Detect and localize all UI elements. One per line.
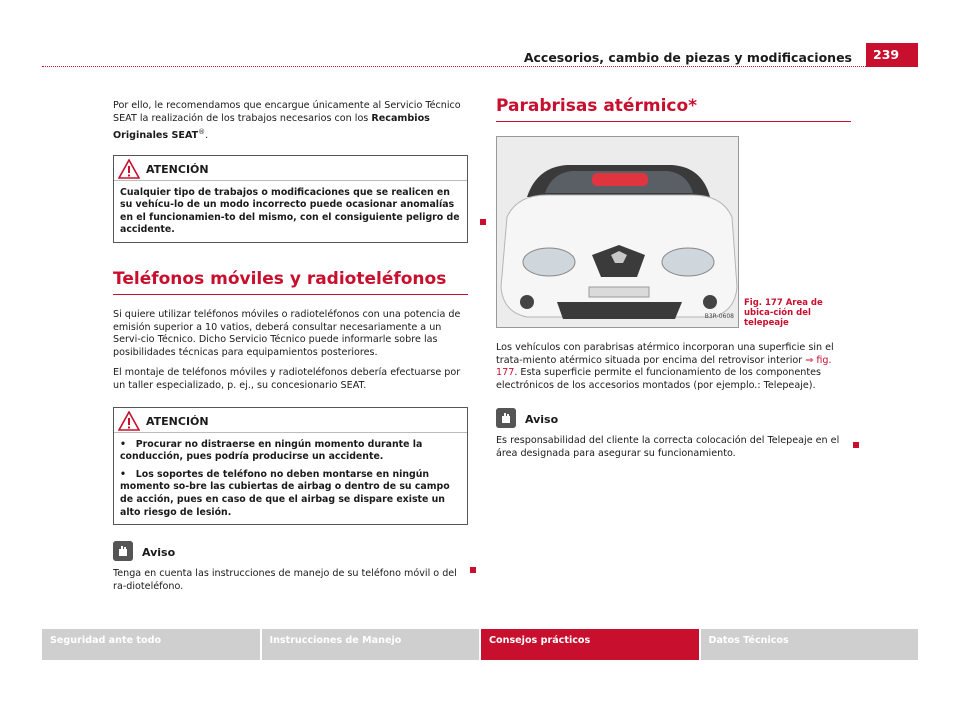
warning-bullet: • Procurar no distraerse en ningún momento durante la conducción, pues podría producirse un accidente. bbox=[120, 438, 423, 463]
car-front-image bbox=[496, 136, 739, 328]
left-column bbox=[113, 100, 468, 594]
warning-box-phones bbox=[113, 407, 468, 526]
note-hand-icon bbox=[113, 541, 133, 561]
page-number: 239 bbox=[866, 43, 918, 67]
warning-bullet: • Los soportes de teléfono no deben montarse en ningún momento so-bre las cubiertas de airbag o dentro de su campo de acción, pues en caso de que el airbag se dispare existe un alto riesgo de lesión. bbox=[120, 468, 450, 518]
warning-title: ATENCIÓN bbox=[146, 414, 209, 428]
car-illustration bbox=[497, 137, 739, 328]
section-title-phones: Teléfonos móviles y radioteléfonos bbox=[113, 273, 468, 295]
note-box bbox=[113, 541, 468, 594]
figure-caption: Fig. 177 Area de ubica-ción del telepeaje bbox=[744, 297, 823, 328]
footer-tab-operation[interactable]: Instrucciones de Manejo bbox=[262, 629, 480, 660]
windshield-paragraph: Los vehículos con parabrisas atérmico incorporan una superficie sin el trata-miento atérmico situada por encima del retrovisor interior ⇒ fig. 177. Esta superficie permite el funcionamiento de los componentes electrónicos de los accesorios montados (por ejemplo.: Telepeaje). bbox=[496, 341, 834, 392]
warning-triangle-icon bbox=[118, 159, 140, 179]
end-marker bbox=[853, 442, 859, 448]
right-column bbox=[496, 96, 851, 461]
footer-tab-technical[interactable]: Datos Técnicos bbox=[701, 629, 919, 660]
note-title: Aviso bbox=[142, 546, 176, 560]
warning-triangle-icon bbox=[118, 411, 140, 431]
footer-nav bbox=[42, 629, 918, 660]
header-rule bbox=[42, 66, 866, 67]
warning-text: Cualquier tipo de trabajos o modificaciones que se realicen en su vehícu-lo de un modo incorrecto puede ocasionar anomalías en el funcionamien-to del mismo, con el consiguiente peligro de accidente. bbox=[120, 186, 460, 236]
figure-177 bbox=[496, 136, 851, 331]
note-box-windshield bbox=[496, 408, 851, 461]
section-title-windshield: Parabrisas atérmico* bbox=[496, 100, 851, 122]
phones-paragraph-2: El montaje de teléfonos móviles y radioteléfonos debería efectuarse por un taller especializado, p. ej., su concesionario SEAT. bbox=[113, 366, 461, 391]
note-title: Aviso bbox=[525, 412, 559, 426]
phones-paragraph-1: Si quiere utilizar teléfonos móviles o radioteléfonos con una potencia de emisión superior a 10 vatios, deberá consultar necesariamente a un Servi-cio Técnico. Dicho Servicio Técnico puede informarle sobre las posibilidades técnicas para equipamientos posteriores. bbox=[113, 308, 461, 359]
note-text: Es responsabilidad del cliente la correcta colocación del Telepeaje en el área designada para asegurar su funcionamiento. bbox=[496, 434, 840, 459]
image-code: B3R-0608 bbox=[704, 313, 734, 320]
end-marker bbox=[480, 219, 486, 225]
note-hand-icon bbox=[496, 408, 516, 428]
note-text: Tenga en cuenta las instrucciones de manejo de su teléfono móvil o del ra-dioteléfono. bbox=[113, 568, 457, 592]
intro-paragraph: Por ello, le recomendamos que encargue únicamente al Servicio Técnico SEAT la realización de los trabajos necesarios con los Recambios Originales SEAT®. bbox=[113, 100, 461, 141]
warning-title: ATENCIÓN bbox=[146, 162, 209, 176]
footer-tab-practical[interactable]: Consejos prácticos bbox=[481, 629, 699, 660]
footer-tab-safety[interactable]: Seguridad ante todo bbox=[42, 629, 260, 660]
end-marker bbox=[470, 567, 476, 573]
warning-box bbox=[113, 155, 468, 243]
header-title: Accesorios, cambio de piezas y modificaciones bbox=[523, 50, 852, 65]
figure-link[interactable]: ⇒ fig. 177 bbox=[496, 354, 832, 379]
